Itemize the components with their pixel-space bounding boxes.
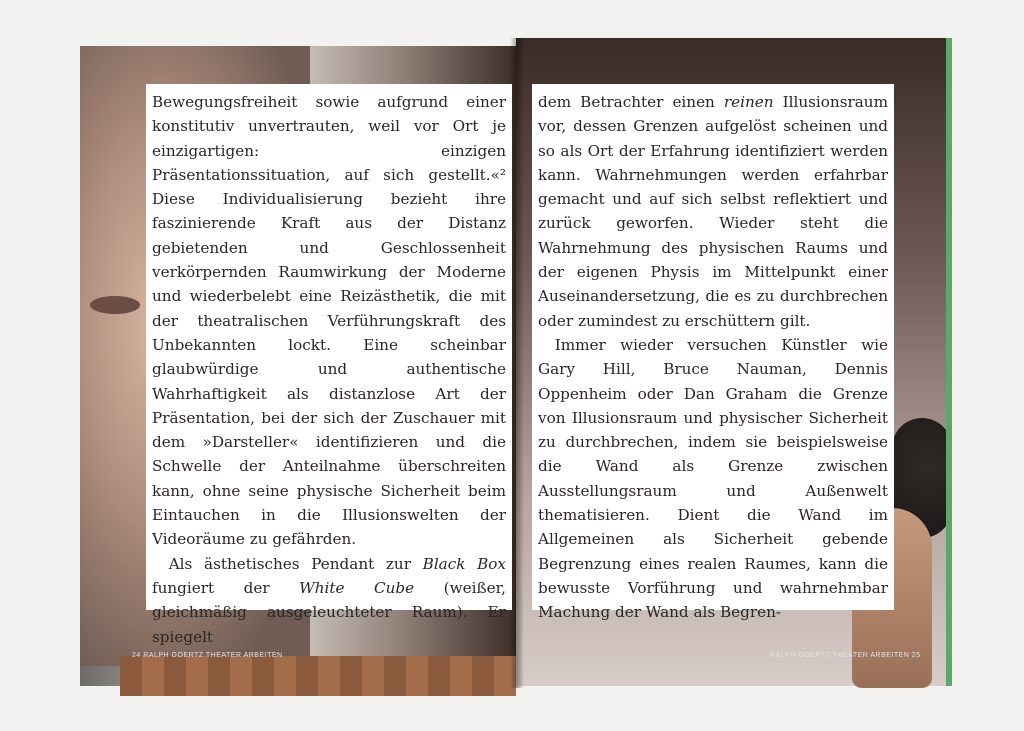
left-page-folio: 24 RALPH GOERTZ THEATER ARBEITEN: [132, 652, 283, 659]
left-paragraph-2: [152, 552, 506, 649]
left-paragraph-1: Bewegungsfreiheit sowie aufgrund einer konstitutiv unvertrauten, weil vor Ort je einzigartigen: einzigen Präsentationssituation, auf sich gestellt.«² Diese Individualisierung bezieht ihre faszinierende Kraft aus der Distanz gebietenden und Geschlossenheit verkörpernden Raumwirkung der Moderne und wiederbelebt eine Reizästhetik, die mit der theatralischen Verführungskraft des Unbekannten lockt. Eine scheinbar glaubwürdige und authentische Wahrhaftigkeit als distanzlose Art der Präsentation, bei der sich der Zuschauer mit dem »Darsteller« identifizieren und die Schwelle der Anteilnahme überschreiten kann, ohne seine physische Sicherheit beim Eintauchen in die Illusionswelten der Videoräume zu gefährden.: [152, 93, 506, 549]
text-run: dem Betrachter einen: [538, 93, 724, 111]
portrait-eye: [90, 296, 140, 314]
page-edge: [946, 38, 952, 686]
left-text-block: [146, 84, 512, 646]
text-run: (weißer, gleichmäßig ausgeleuchteter Raum). Er spiegelt: [152, 578, 506, 646]
right-text-block: [532, 84, 894, 622]
italic-term-reinen: reinen: [723, 93, 774, 111]
right-paragraph-2: Immer wieder versuchen Künstler wie Gary Hill, Bruce Nauman, Dennis Oppenheim oder Dan Graham die Grenze von Illusionsraum und physischer Sicherheit zu durchbrechen, indem sie beispielsweise die Wand als Grenze zwischen Ausstellungsraum und Außenwelt thematisieren. Dient die Wand im Allgemeinen als Sicherheit gebende Begrenzung eines realen Raumes, kann die bewusste Vorführung und wahrnehmbar Machung der Wand als Begren-: [538, 335, 888, 622]
text-run: fungiert der: [152, 578, 300, 597]
right-paragraph-1: [538, 90, 888, 333]
italic-term-black-box: Black Box: [422, 554, 506, 573]
text-run: Als ästhetisches Pendant zur: [168, 554, 423, 573]
book-spine-shadow: [510, 38, 524, 688]
italic-term-white-cube: White Cube: [299, 578, 415, 597]
open-book: [80, 38, 952, 688]
right-page-folio: RALPH GOERTZ THEATER ARBEITEN 25: [770, 652, 921, 659]
text-run: Illusionsraum vor, dessen Grenzen aufgelöst scheinen und so als Ort der Erfahrung identifiziert werden kann. Wahrnehmungen werden erfahrbar gemacht und auf sich selbst reflektiert und zurück geworfen. Wieder steht die Wahrnehmung des physischen Raums und der eigenen Physis im Mittelpunkt einer Auseinandersetzung, die es zu durchbrechen oder zumindest zu erschüttern gilt.: [538, 93, 888, 330]
couch-photo-detail: [120, 656, 516, 696]
